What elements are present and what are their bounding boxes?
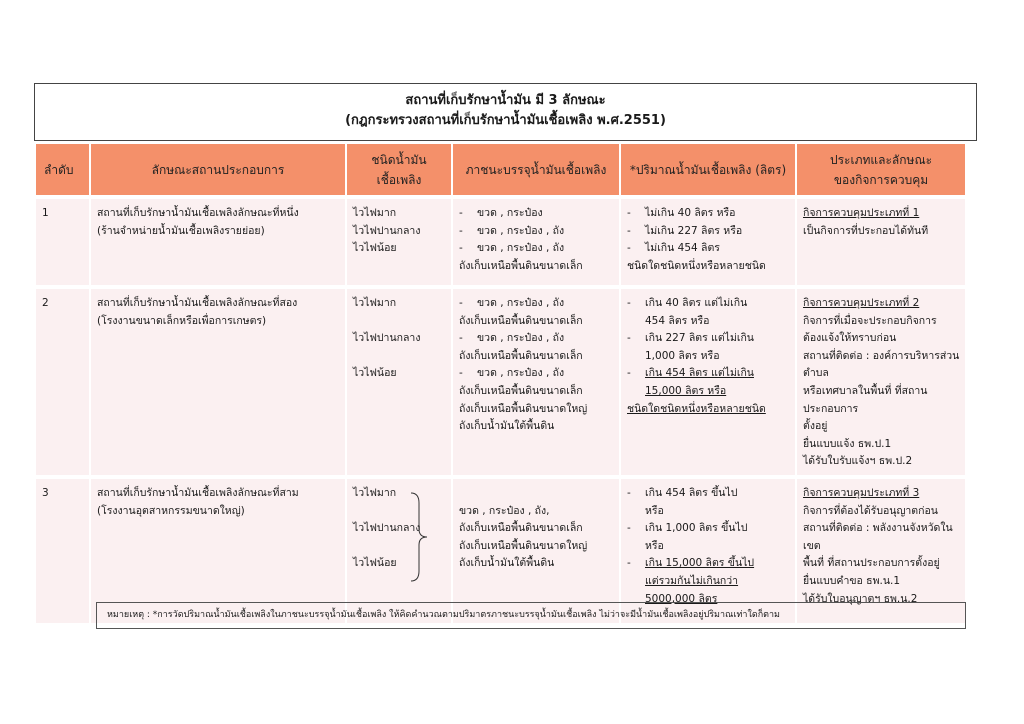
row-container: - ขวด , กระป๋อง - ขวด , กระป๋อง , ถัง - ขวด , กระป๋อง , ถัง ถังเก็บเหนือพื้นดินขนาดเล็ก [452, 197, 620, 287]
header-container: ภาชนะบรรจุน้ำมันเชื้อเพลิง [452, 144, 620, 197]
header-fuel-type: ชนิดน้ำมัน เชื้อเพลิง [346, 144, 452, 197]
row-quantity: - เกิน 40 ลิตร แต่ไม่เกิน 454 ลิตร หรือ - เกิน 227 ลิตร แต่ไม่เกิน 1,000 ลิตร หรือ - เกิน 454 ลิตร แต่ไม่เกิน 15,000 ลิตร หรือ ชนิดใดชนิดหนึ่งหรือหลายชนิด [620, 287, 796, 477]
row-container: ขวด , กระป๋อง , ถัง, ถังเก็บเหนือพื้นดินขนาดเล็ก ถังเก็บเหนือพื้นดินขนาดใหญ่ ถังเก็บน้ำมันใต้พื้นดิน [452, 477, 620, 623]
header-category: ประเภทและลักษณะ ของกิจการควบคุม [796, 144, 965, 197]
regulation-table [36, 144, 965, 623]
row-fuel: ไวไฟมาก ไวไฟปานกลาง ไวไฟน้อย [346, 477, 452, 623]
row-container: - ขวด , กระป๋อง , ถัง ถังเก็บเหนือพื้นดินขนาดเล็ก - ขวด , กระป๋อง , ถัง ถังเก็บเหนือพื้นดินขนาดเล็ก - ขวด , กระป๋อง , ถัง ถังเก็บเหนือพื้นดินขนาดเล็ก ถังเก็บเหนือพื้นดินขนาดใหญ่ ถังเก็บน้ำมันใต้พื้นดิน [452, 287, 620, 477]
row-nature: สถานที่เก็บรักษาน้ำมันเชื้อเพลิงลักษณะที่หนึ่ง (ร้านจำหน่ายน้ำมันเชื้อเพลิงรายย่อย) [90, 197, 346, 287]
row-nature: สถานที่เก็บรักษาน้ำมันเชื้อเพลิงลักษณะที่สาม (โรงงานอุตสาหกรรมขนาดใหญ่) [90, 477, 346, 623]
table-row [36, 197, 965, 287]
row-number: 2 [36, 287, 90, 477]
table-row [36, 287, 965, 477]
row-fuel: ไวไฟมาก ไวไฟปานกลาง ไวไฟน้อย [346, 197, 452, 287]
brace-icon [407, 491, 447, 583]
header-quantity: *ปริมาณน้ำมันเชื้อเพลิง (ลิตร) [620, 144, 796, 197]
row-quantity: - ไม่เกิน 40 ลิตร หรือ - ไม่เกิน 227 ลิตร หรือ - ไม่เกิน 454 ลิตร ชนิดใดชนิดหนึ่งหรือหลายชนิด [620, 197, 796, 287]
row-fuel: ไวไฟมาก ไวไฟปานกลาง ไวไฟน้อย [346, 287, 452, 477]
table-header-row [36, 144, 965, 197]
row-nature: สถานที่เก็บรักษาน้ำมันเชื้อเพลิงลักษณะที่สอง (โรงงานขนาดเล็กหรือเพื่อการเกษตร) [90, 287, 346, 477]
row-category: กิจการควบคุมประเภทที่ 1 เป็นกิจการที่ประกอบได้ทันที [796, 197, 965, 287]
row-category: กิจการควบคุมประเภทที่ 2 กิจการที่เมื่อจะประกอบกิจการ ต้องแจ้งให้ทราบก่อน สถานที่ติดต่อ : องค์การบริหารส่วนตำบล หรือเทศบาลในพื้นที่ ที่สถานประกอบการ ตั้งอยู่ ยื่นแบบแจ้ง ธพ.ป.1 ได้รับใบรับแจ้งฯ ธพ.ป.2 [796, 287, 965, 477]
header-nature: ลักษณะสถานประกอบการ [90, 144, 346, 197]
page-subtitle: (กฎกระทรวงสถานที่เก็บรักษาน้ำมันเชื้อเพลิง พ.ศ.2551) [345, 113, 666, 128]
row-number: 1 [36, 197, 90, 287]
row-quantity: - เกิน 454 ลิตร ขึ้นไป หรือ - เกิน 1,000 ลิตร ขึ้นไป หรือ - เกิน 15,000 ลิตร ขึ้นไป แต่รวมกันไม่เกินกว่า 5000,000 ลิตร [620, 477, 796, 623]
title-box [34, 83, 977, 141]
page-title: สถานที่เก็บรักษาน้ำมัน มี 3 ลักษณะ [405, 93, 606, 108]
row-category: กิจการควบคุมประเภทที่ 3 กิจการที่ต้องได้รับอนุญาตก่อน สถานที่ติดต่อ : พลังงานจังหวัดในเขต พื้นที่ ที่สถานประกอบการตั้งอยู่ ยื่นแบบคำขอ ธพ.น.1 ได้รับใบอนุญาตฯ ธพ.น.2 [796, 477, 965, 623]
row-number: 3 [36, 477, 90, 623]
footnote: หมายเหตุ : *การวัดปริมาณน้ำมันเชื้อเพลิงในภาชนะบรรจุน้ำมันเชื้อเพลิง ให้คิดคำนวณตามปริมาตรภาชนะบรรจุน้ำมันเชื้อเพลิง ไม่ว่าจะมีน้ำมันเชื้อเพลิงอยู่ปริมาณเท่าใดก็ตาม [96, 602, 966, 629]
header-order: ลำดับ [36, 144, 90, 197]
